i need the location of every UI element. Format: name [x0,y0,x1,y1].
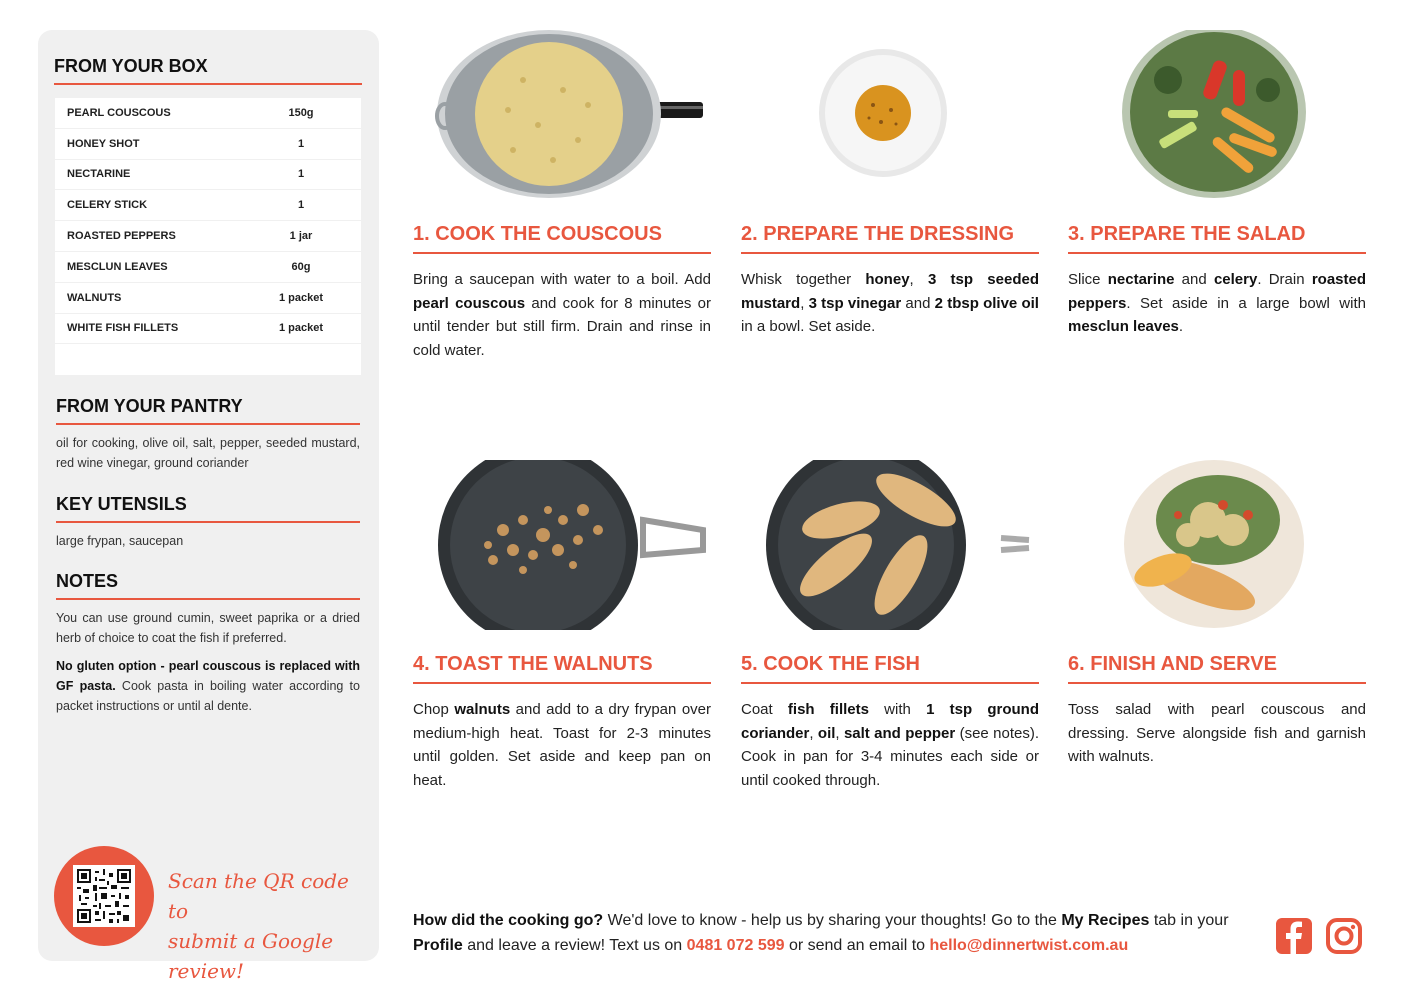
ingredient-name: ROASTED PEPPERS [67,230,176,243]
ingredient-qty: 1 [297,199,305,212]
dressing-bowl-photo [741,30,1039,200]
sidebar [38,30,379,983]
utensils-title: KEY UTENSILS [56,494,360,523]
step-highlight: fish fillets [787,701,869,718]
ingredient-qty: 1 jar [289,230,313,243]
step-1-title: 1. COOK THE COUSCOUS [413,223,711,254]
step-text-segment: Slice [1068,271,1108,288]
step-highlight: pearl couscous [413,294,526,312]
ingredient-name: WALNUTS [67,291,122,304]
step-2-text [741,268,1039,339]
step-highlight: celery [1213,271,1258,288]
gluten-note-bold: No gluten option - pearl couscous is replaced with GF pasta. [56,659,360,693]
step-5 [741,653,1039,792]
step-text-segment: , [909,271,928,288]
step-highlight: mesclun leaves [1068,318,1179,335]
step-4-text [413,698,711,792]
footer-email-link[interactable]: hello@dinnertwist.com.au [929,937,1129,954]
step-highlight: salt and pepper [843,724,956,742]
step-6-text [1068,698,1366,769]
step-text-segment: , [809,724,818,742]
step-2 [741,223,1039,339]
step-3 [1068,223,1366,339]
ingredient-row [55,129,361,160]
ingredient-name: PEARL COUSCOUS [67,106,171,119]
pantry-section [56,396,360,473]
notes-title: NOTES [56,571,360,600]
step-4 [413,653,711,792]
step-text-segment: . Set aside in a large bowl with [1126,294,1366,312]
pantry-text: oil for cooking, olive oil, salt, pepper, seeded mustard, red wine vinegar, ground coriander [56,436,360,470]
step-3-text [1068,268,1366,339]
footer-profile: Profile [413,937,463,954]
step-text-segment: (see notes). Cook in pan for 3-4 minutes each side or until cooked through. [741,724,1039,789]
facebook-icon[interactable] [1275,917,1313,955]
footer-text-4: or send an email to [784,937,930,954]
step-highlight: oil [817,724,836,742]
step-highlight: 3 tsp vinegar [808,294,902,312]
step-text-segment: Coat [741,701,788,718]
pantry-title: FROM YOUR PANTRY [56,396,360,425]
step-text-segment: Toss salad with pearl couscous and dressing. Serve alongside fish and garnish with walnuts. [1068,701,1366,765]
step-6-title: 6. FINISH AND SERVE [1068,653,1366,684]
qr-caption [168,866,368,986]
step-2-title: 2. PREPARE THE DRESSING [741,223,1039,254]
footer-text-1: We'd love to know - help us by sharing your thoughts! Go to the [603,912,1062,929]
served-plate-photo [1068,460,1366,630]
qr-code-icon[interactable] [73,865,135,927]
step-4-title: 4. TOAST THE WALNUTS [413,653,711,684]
footer-phone-link[interactable]: 0481 072 599 [686,937,785,954]
ingredient-row [55,252,361,283]
step-text-segment: and [1174,271,1214,288]
utensils-text: large frypan, saucepan [56,534,184,548]
qr-caption-line1: Scan the QR code to [168,869,349,923]
step-text-segment: with [868,701,927,718]
step-text-segment: , [835,724,844,742]
step-highlight: walnuts [454,701,511,718]
ingredient-name: WHITE FISH FILLETS [67,322,179,335]
ingredient-row [55,314,361,345]
step-1 [413,223,711,362]
step-5-text [741,698,1039,792]
step-text-segment: and [901,294,935,312]
ingredient-qty: 1 packet [278,322,324,335]
notes-text: You can use ground cumin, sweet paprika or a dried herb of choice to coat the fish if preferred. [56,611,360,645]
step-text-segment: Bring a saucepan with water to a boil. Add [413,271,711,288]
ingredient-qty: 1 [297,168,305,181]
step-text-segment: Chop [413,701,455,718]
step-text-segment: . [1178,318,1184,335]
step-text-segment: . Drain [1257,271,1312,288]
ingredient-row [55,160,361,191]
notes-section [56,571,360,716]
ingredient-row [55,221,361,252]
ingredient-row [55,98,361,129]
ingredient-name: NECTARINE [67,168,131,181]
step-3-title: 3. PREPARE THE SALAD [1068,223,1366,254]
step-text-segment: in a bowl. Set aside. [741,318,876,335]
step-highlight: 3 tsp seeded mustard [741,271,1039,312]
box-title: FROM YOUR BOX [54,56,362,85]
qr-caption-line2: submit a Google review! [168,929,334,983]
step-highlight: 1 tsp ground coriander [741,701,1039,742]
step-text-segment: and cook for 8 minutes or until tender but still firm. Drain and rinse in cold water. [413,294,711,359]
step-highlight: 2 tbsp olive oil [934,294,1039,312]
step-6 [1068,653,1366,769]
couscous-strainer-photo [413,30,711,200]
instagram-icon[interactable] [1325,917,1363,955]
footer-question: How did the cooking go? [413,912,604,929]
ingredient-list [55,98,361,375]
step-1-text [413,268,711,362]
ingredient-row [55,190,361,221]
gluten-note-text: Cook pasta in boiling water according to packet instructions or until al dente. [56,679,360,713]
step-text-segment: , [800,294,809,312]
ingredient-name: MESCLUN LEAVES [67,260,168,273]
ingredient-qty: 1 [297,137,305,150]
ingredient-name: HONEY SHOT [67,137,140,150]
review-footer [413,908,1263,958]
ingredient-row [55,283,361,314]
salad-bowl-photo [1068,30,1366,200]
footer-text-3: and leave a review! Text us on [462,937,687,954]
utensils-section [56,494,360,551]
ingredient-qty: 150g [288,106,314,119]
step-highlight: nectarine [1107,271,1175,288]
step-5-title: 5. COOK THE FISH [741,653,1039,684]
fish-pan-photo [741,460,1039,630]
ingredient-qty: 1 packet [278,291,324,304]
ingredient-name: CELERY STICK [67,199,148,212]
footer-text-2: tab in your [1149,912,1229,929]
gluten-note [56,656,360,716]
step-text-segment: and add to a dry frypan over medium-high heat. Toast for 2-3 minutes until golden. Set aside and keep pan on heat. [413,701,711,789]
ingredient-qty: 60g [291,260,311,273]
step-text-segment: Whisk together [741,271,866,288]
step-highlight: roasted peppers [1068,271,1366,312]
step-highlight: honey [865,271,910,288]
footer-my-recipes: My Recipes [1061,912,1150,929]
qr-badge[interactable] [54,846,154,946]
walnuts-pan-photo [413,460,711,630]
